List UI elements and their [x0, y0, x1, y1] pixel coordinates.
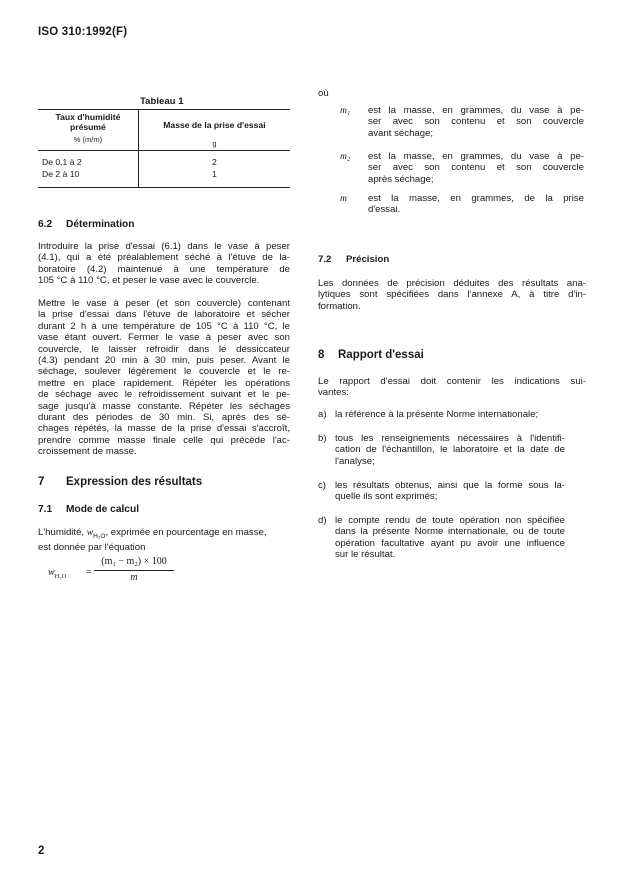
- text-line: avant séchage;: [368, 127, 434, 139]
- text-fragment: , exprimée en pourcentage en masse,: [105, 527, 267, 538]
- text-line: vantes:: [318, 387, 349, 399]
- list-label: c): [318, 480, 326, 491]
- text-line: d'essai.: [368, 204, 401, 216]
- section-number: 7.2: [318, 254, 332, 265]
- header-moisture-unit: % (m/m): [73, 135, 103, 144]
- page-number: 2: [38, 845, 45, 857]
- text-line: sur le résultat.: [335, 549, 396, 561]
- table-caption: Tableau 1: [140, 96, 184, 107]
- table-cell-range: De 0,1 à 2: [38, 151, 138, 168]
- text-line: cation de l'échantillon, le laboratoire et la date de: [335, 444, 565, 456]
- text-line: le compte rendu de toute opération non spécifiée: [335, 515, 565, 526]
- list-text: [335, 480, 565, 503]
- list-item-a: [318, 409, 586, 423]
- text-line: dans la présente Norme internationale, ou de toute: [335, 526, 565, 538]
- section-number: 6.2: [38, 219, 53, 230]
- text-line: (4.3) pendant 20 min à 30 min, puis peser. Avant le: [38, 355, 290, 367]
- symbol-subscript: H₂O: [93, 532, 106, 540]
- list-text: [335, 433, 565, 467]
- header-moisture-line2: présumé: [70, 122, 106, 132]
- text-line: séchage, soulever légèrement le couvercle et le re-: [38, 366, 290, 378]
- formula-denominator: m: [130, 572, 138, 583]
- paragraph-6-2-b: [38, 298, 290, 458]
- header-mass-label: Masse de la prise d'essai: [163, 120, 266, 130]
- table-cell-mass: 1: [138, 167, 290, 188]
- definition-text: [368, 193, 584, 216]
- section-title: Mode de calcul: [66, 504, 140, 515]
- text-line: les résultats obtenus, ainsi que la forme sous la-: [335, 480, 565, 491]
- section-number: 7.1: [38, 504, 53, 515]
- text-line: Mettre le vase à peser (et son couvercle) contenant: [38, 298, 290, 309]
- table-header-mass: [138, 110, 290, 151]
- definition-symbol: m₁: [340, 105, 351, 116]
- table-row: [38, 151, 290, 168]
- text-line: tous les renseignements nécessaires à l'identifi-: [335, 433, 565, 444]
- text-line: quelle ils sont exprimés;: [335, 491, 438, 503]
- definition-text: [368, 151, 584, 185]
- text-line: 105 °C à 110 °C, et peser le vase avec le couvercle.: [38, 275, 260, 287]
- section-6-2-heading: [38, 219, 135, 230]
- definition-symbol: m₂: [340, 151, 351, 162]
- text-line: durant des périodes de 30 min. Si, après des sé-: [38, 412, 290, 424]
- formula-lhs: [48, 567, 66, 580]
- text-line: opération facultative ayant pu avoir une influence: [335, 537, 565, 549]
- document-header: ISO 310:1992(F): [38, 26, 128, 38]
- list-label: d): [318, 515, 327, 526]
- table-row: [38, 167, 290, 188]
- text-line: lytiques sont spécifiées dans l'annexe A, à titre d'in-: [318, 289, 586, 301]
- section-title: Rapport d'essai: [338, 349, 424, 361]
- text-line: est la masse, en grammes, du vase à pe-: [368, 151, 584, 162]
- text-line: croissement de masse.: [38, 446, 137, 458]
- section-title: Précision: [346, 254, 390, 265]
- text-line: Introduire la prise d'essai (6.1) dans le vase à peser: [38, 241, 290, 252]
- section-7-2-heading: [318, 254, 389, 265]
- text-line: sage jusqu'à masse constante. Répéter les séchages: [38, 400, 290, 412]
- header-mass-unit: g: [212, 139, 217, 148]
- text-line: après séchage;: [368, 173, 434, 185]
- text-line: est donnée par l'équation: [38, 542, 146, 554]
- definition-symbol: m: [340, 193, 347, 204]
- paragraph-7-1: [38, 527, 290, 554]
- text-line: chages répétés, la masse de la prise d'essai s'accroît,: [38, 423, 290, 435]
- formula-fraction-bar: [94, 570, 174, 571]
- text-line: Les données de précision déduites des résultats ana-: [318, 278, 586, 289]
- section-7-heading: [38, 476, 202, 488]
- text-line: couvercle, le laisser refroidir dans le dessiccateur: [38, 343, 290, 355]
- section-title: Détermination: [66, 219, 135, 230]
- section-title: Expression des résultats: [66, 476, 203, 488]
- list-item-c: [318, 480, 586, 504]
- paragraph-6-2-a: [38, 241, 290, 287]
- where-label: où: [318, 88, 329, 99]
- definition-text: [368, 105, 584, 139]
- list-item-b: [318, 433, 586, 469]
- text-fragment: L'humidité,: [38, 527, 87, 538]
- text-line: vase étant ouvert. Fermer le vase à peser avec son: [38, 332, 290, 344]
- formula-numerator: (m₁ − m₂) × 100: [101, 556, 167, 567]
- text-line: durant 2 h à une température de 105 °C à 110 °C, le: [38, 320, 290, 332]
- paragraph-7-2: [318, 278, 586, 312]
- text-line: prendre comme masse finale celle qui précède l'ac-: [38, 434, 290, 446]
- definition-m1: [340, 105, 586, 141]
- formula-subscript: H₂O: [54, 573, 67, 580]
- text-line: l'analyse;: [335, 455, 375, 467]
- text-line: la prise d'essai dans l'étuve de laboratoire et sécher: [38, 309, 290, 321]
- text-line: est la masse, en grammes, de la prise: [368, 193, 584, 204]
- list-item-d: [318, 515, 586, 563]
- table-cell-range: De 2 à 10: [38, 167, 138, 188]
- formula-equals: =: [86, 567, 92, 578]
- text-line: (4.1), qui a été préalablement séché à l'étuve de la-: [38, 252, 290, 264]
- section-8-heading: [318, 349, 424, 361]
- header-moisture-line1: Taux d'humidité: [55, 112, 121, 122]
- text-line: de séchage avec le refroidissement suivant et le pe-: [38, 389, 290, 401]
- text-line: ser avec son contenu et son couvercle: [368, 162, 584, 174]
- list-text: [335, 515, 565, 561]
- text-line: boratoire (4.2) maintenue à une température de: [38, 263, 290, 275]
- table-cell-mass: 2: [212, 157, 217, 167]
- text-line: mettre en place rapidement. Répéter les opérations: [38, 377, 290, 389]
- section-number: 7: [38, 476, 45, 488]
- list-label: a): [318, 409, 327, 420]
- formula-symbol-w: w: [48, 567, 55, 578]
- list-label: b): [318, 433, 327, 444]
- section-number: 8: [318, 349, 325, 361]
- definition-m: [340, 193, 586, 217]
- text-line: ser avec son contenu et son couvercle: [368, 116, 584, 128]
- definition-m2: [340, 151, 586, 187]
- text-line: est la masse, en grammes, du vase à pe-: [368, 105, 584, 116]
- text-line: Le rapport d'essai doit contenir les indications sui-: [318, 376, 586, 387]
- table-header-moisture: [38, 110, 138, 151]
- paragraph-8-intro: [318, 376, 586, 399]
- text-line: formation.: [318, 300, 361, 312]
- text-line: la référence à la présente Norme internationale;: [335, 409, 539, 420]
- text-line: [38, 527, 290, 542]
- list-text: [335, 409, 565, 420]
- moisture-table: [38, 109, 290, 188]
- section-7-1-heading: [38, 504, 139, 515]
- symbol-w: w: [86, 527, 94, 538]
